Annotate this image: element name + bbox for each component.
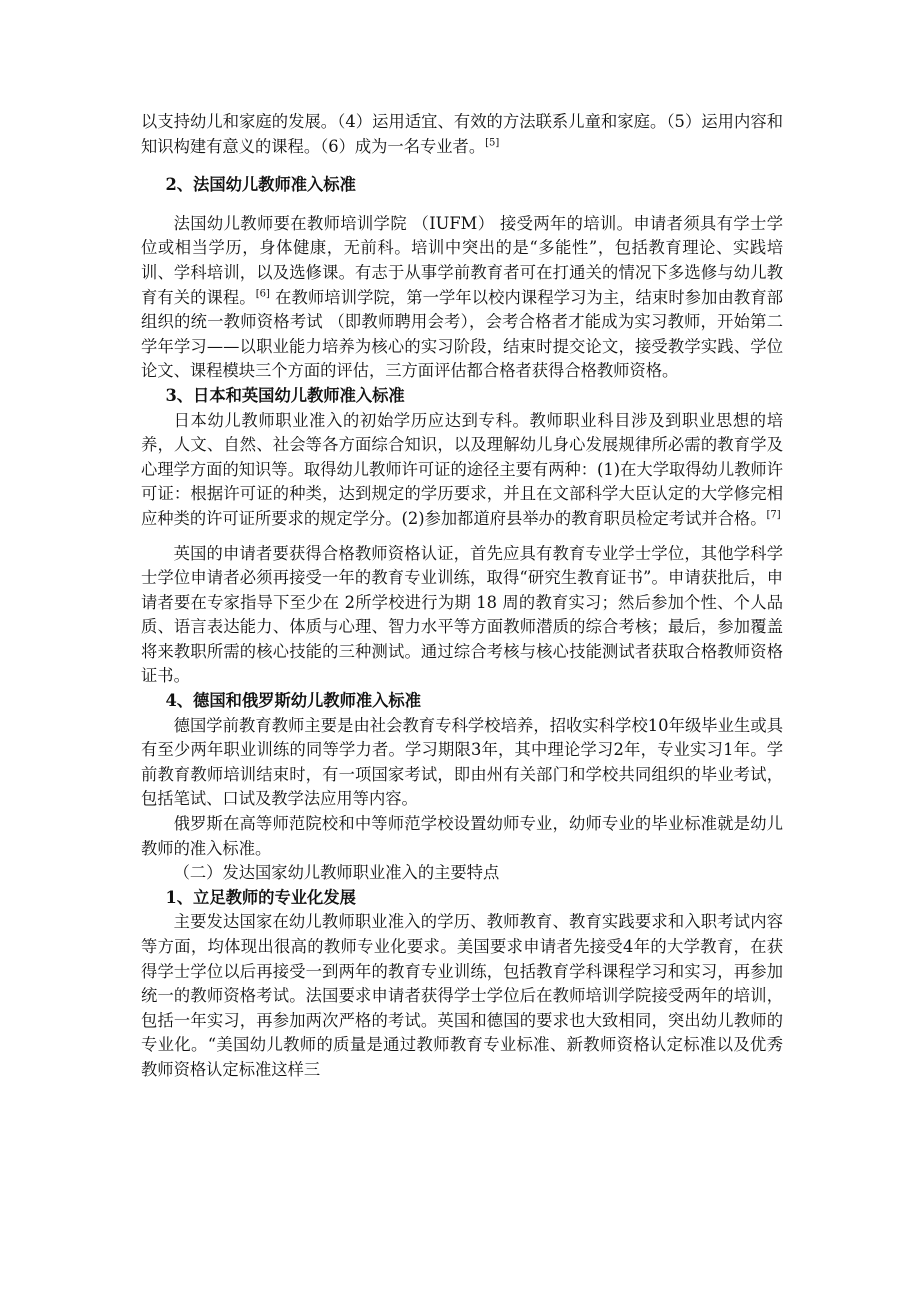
citation-5: [5]: [485, 137, 500, 149]
heading-features: （二）发达国家幼儿教师职业准入的主要特点: [173, 863, 500, 883]
heading-germany-russia: 4、德国和俄罗斯幼儿教师准入标准: [165, 691, 421, 711]
paragraph-japan: 日本幼儿教师职业准入的初始学历应达到专科。教师职业科目涉及到职业思想的培养，人文、自然、社会等各方面综合知识，以及理解幼儿身心发展规律所必需的教育学及心理学方面的知识等。取得幼儿教师许可证的途径主要有两种：(1)在大学取得幼儿教师许可证：根据许可证的种类，达到规定的学历要求，并且在文部科学大臣认定的大学修完相应种类的许可证所要求的规定学分。(2)参加都道府县举办的教育职员检定考试并合格。[7]: [141, 410, 783, 528]
paragraph-professional: 主要发达国家在幼儿教师职业准入的学历、教师教育、教育实践要求和入职考试内容等方面，均体现出很高的教师专业化要求。美国要求申请者先接受4年的大学教育，在获得学士学位以后再接受一到两年的教育专业训练，包括教育学科课程学习和实习，再参加统一的教师资格考试。法国要求申请者获得学士学位后在教师培训学院接受两年的培训，包括一年实习，再参加两次严格的考试。英国和德国的要求也大致相同，突出幼儿教师的专业化。“美国幼儿教师的质量是通过教师教育专业标准、新教师资格认定标准以及优秀教师资格认定标准这样三: [141, 912, 783, 1079]
heading-professional: 1、立足教师的专业化发展: [165, 887, 356, 907]
paragraph-us-standards-end: 以支持幼儿和家庭的发展。（4）运用适宜、有效的方法联系儿童和家庭。（5）运用内容和知识构建有意义的课程。（6）成为一名专业者。[5]: [141, 112, 783, 156]
heading-france: 2、法国幼儿教师准入标准: [165, 175, 356, 195]
paragraph-france: 法国幼儿教师要在教师培训学院 （IUFM） 接受两年的培训。申请者须具有学士学位或相当学历，身体健康，无前科。培训中突出的是“多能性”，包括教育理论、实践培训、学科培训，以及选修课。有志于从事学前教育者可在打通关的情况下多选修与幼儿教育有关的课程。[6] 在教师培训学院，第一学年以校内课程学习为主，结束时参加由教育部组织的统一教师资格考试 （即教师聘用会考），会考合格者才能成为实习教师，开始第二学年学习——以职业能力培养为核心的实习阶段，结束时提交论文，接受教学实践、学位论文、课程模块三个方面的评估，三方面评估都合格者获得合格教师资格。: [141, 213, 783, 381]
citation-7: [7]: [766, 509, 781, 521]
paragraph-russia: 俄罗斯在高等师范院校和中等师范学校设置幼师专业，幼师专业的毕业标准就是幼儿教师的准入标准。: [141, 814, 783, 858]
paragraph-uk: 英国的申请者要获得合格教师资格认证，首先应具有教育专业学士学位，其他学科学士学位申请者必须再接受一年的教育专业训练，取得“研究生教育证书”。申请获批后，申请者要在专家指导下至少在 2所学校进行为期 18 周的教育实习；然后参加个性、个人品质、语言表达能力、体质与心理、智力水平等方面教师潜质的综合考核；最后，参加覆盖将来教职所需的核心技能的三种测试。通过综合考核与核心技能测试者获取合格教师资格证书。: [141, 543, 783, 686]
heading-japan-uk: 3、日本和英国幼儿教师准入标准: [165, 385, 405, 405]
paragraph-germany: 德国学前教育教师主要是由社会教育专科学校培养，招收实科学校10年级毕业生或具有至少两年职业训练的同等学力者。学习期限3年，其中理论学习2年，专业实习1年。学前教育教师培训结束时，有一项国家考试，即由州有关部门和学校共同组织的毕业考试，包括笔试、口试及教学法应用等内容。: [141, 715, 783, 809]
document-body: [141, 110, 783, 1083]
citation-6: [6]: [255, 288, 270, 300]
